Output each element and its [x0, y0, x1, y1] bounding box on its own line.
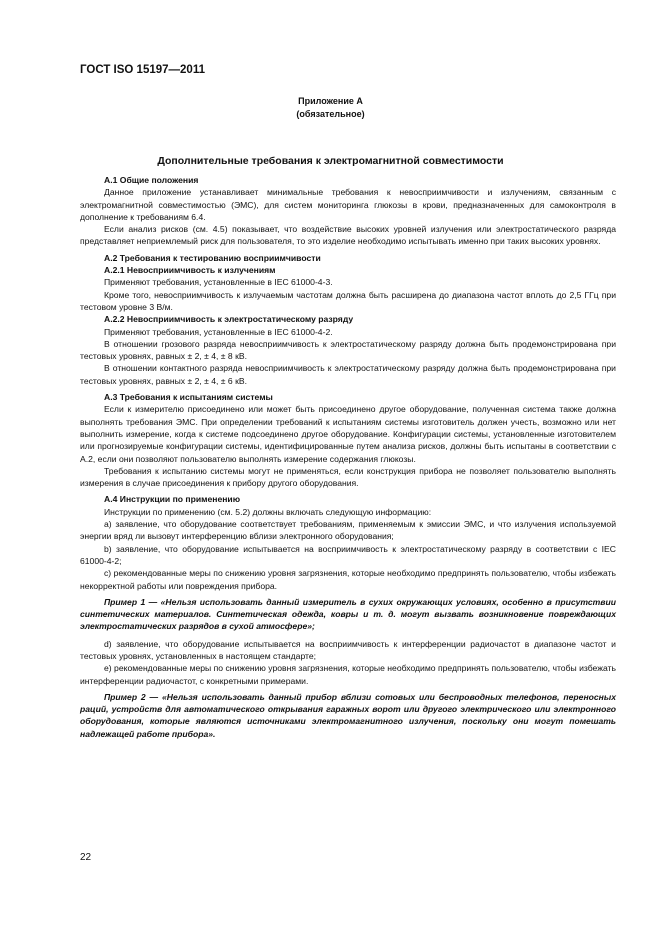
paragraph: Данное приложение устанавливает минимальные требования к невосприимчивости и излучениям, связанным с электромагнитной совместимостью (ЭМС), для систем мониторинга глюкозы в крови, предназначенных для самоконтроля в дополнение к требованиям 6.4.	[80, 187, 616, 222]
paragraph: Требования к испытанию системы могут не применяться, если конструкция прибора не позволяет пользователю выполнять измерения в случае присоединения к прибору другого оборудования.	[80, 465, 616, 489]
paragraph: Применяют требования, установленные в IEC 61000-4-3.	[104, 277, 333, 288]
paragraph: Кроме того, невосприимчивость к излучаемым частотам должна быть расширена до диапазона частот вплоть до 2,5 ГГц при тестовом уровне 3 В/м.	[80, 289, 616, 312]
section-heading: А.3 Требования к испытаниям системы	[104, 392, 273, 403]
annex-status: (обязательное)	[296, 109, 365, 119]
main-title: Дополнительные требования к электромагнитной совместимости	[157, 155, 504, 167]
paragraph: Применяют требования, установленные в IEC 61000-4-2.	[104, 326, 333, 337]
paragraph: Если к измерителю присоединено или может быть присоединено другое оборудование, полученная система также должна выполнять требования ЭМС. При определении требований к испытаниям системы изготовитель должен учесть, возможно или нет выполнить измерение, когда к системе подсоединено другое оборудование. Конфигурации системы, установленные изготовителем или прогнозируемые конфигурации системы, идентифицированные путем анализа рисков, должны быть испытаны в соответствии с А.2, если они позволяют пользователю выполнять измерение содержания глюкозы.	[80, 404, 616, 464]
example-paragraph: Пример 2 — «Нельзя использовать данный прибор вблизи сотовых или беспроводных телефонов, переносных раций, устройств для автоматического открывания гаражных ворот или другого электрического или электронного оборудования, которые являются источниками электромагнитного излучения, поскольку они могут помешать надлежащей работе прибора».	[80, 691, 616, 739]
paragraph: d) заявление, что оборудование испытывается на восприимчивость к интерференции радиочастот в диапазоне частот и тестовых уровнях, установленных в настоящем стандарте;	[80, 638, 616, 661]
example-paragraph: Пример 1 — «Нельзя использовать данный измеритель в сухих окружающих условиях, особенно в присутствии синтетических материалов. Синтетическая одежда, ковры и т. д. могут вызвать возникновение повреждающих электростатических разрядов в сухой атмосфере»;	[80, 596, 616, 632]
section-heading: А.2.2 Невосприимчивость к электростатическому разряду	[104, 314, 354, 325]
paragraph: a) заявление, что оборудование соответствует требованиям, применяемым к эмиссии ЭМС, и что излучения используемой энергии вряд ли вызовут интерференцию вблизи электронного оборудования;	[80, 519, 616, 542]
document-header: ГОСТ ISO 15197—2011	[80, 64, 205, 76]
section-heading: А.4 Инструкции по применению	[104, 494, 241, 505]
section-heading: А.1 Общие положения	[104, 175, 199, 185]
paragraph: В отношении контактного разряда невосприимчивость к электростатическому разряду должна быть продемонстрирована при тестовых уровнях, равных ± 2, ± 4, ± 6 кВ.	[80, 363, 616, 386]
paragraph: b) заявление, что оборудование испытывается на восприимчивость к электростатическому разряду в соответствии с IEC 61000-4-2;	[80, 543, 616, 566]
section-heading: А.2.1 Невосприимчивость к излучениям	[104, 265, 276, 276]
paragraph: e) рекомендованные меры по снижению уровня загрязнения, которые необходимо предпринять пользователю, чтобы избежать интерференции радиочастот, с конкретными примерами.	[80, 663, 616, 686]
paragraph: Если анализ рисков (см. 4.5) показывает, что воздействие высоких уровней излучения или электростатического разряда представляет неприемлемый риск для пользователя, то это изделие необходимо испытывать именно при таких высоких уровнях.	[80, 224, 616, 247]
document-body	[80, 174, 616, 745]
paragraph: c) рекомендованные меры по снижению уровня загрязнения, которые необходимо предпринять пользователю, чтобы избежать некорректной работы или повреждения прибора.	[80, 568, 616, 591]
section-heading: А.2 Требования к тестированию восприимчивости	[104, 252, 321, 263]
paragraph: В отношении грозового разряда невосприимчивость к электростатическому разряду должна быть продемонстрирована при тестовых уровнях, равных ± 2, ± 4, ± 8 кВ.	[80, 338, 616, 362]
page-number: 22	[80, 852, 92, 863]
paragraph: Инструкции по применению (см. 5.2) должны включать следующую информацию:	[104, 506, 432, 517]
annex-title: Приложение А	[298, 96, 363, 106]
